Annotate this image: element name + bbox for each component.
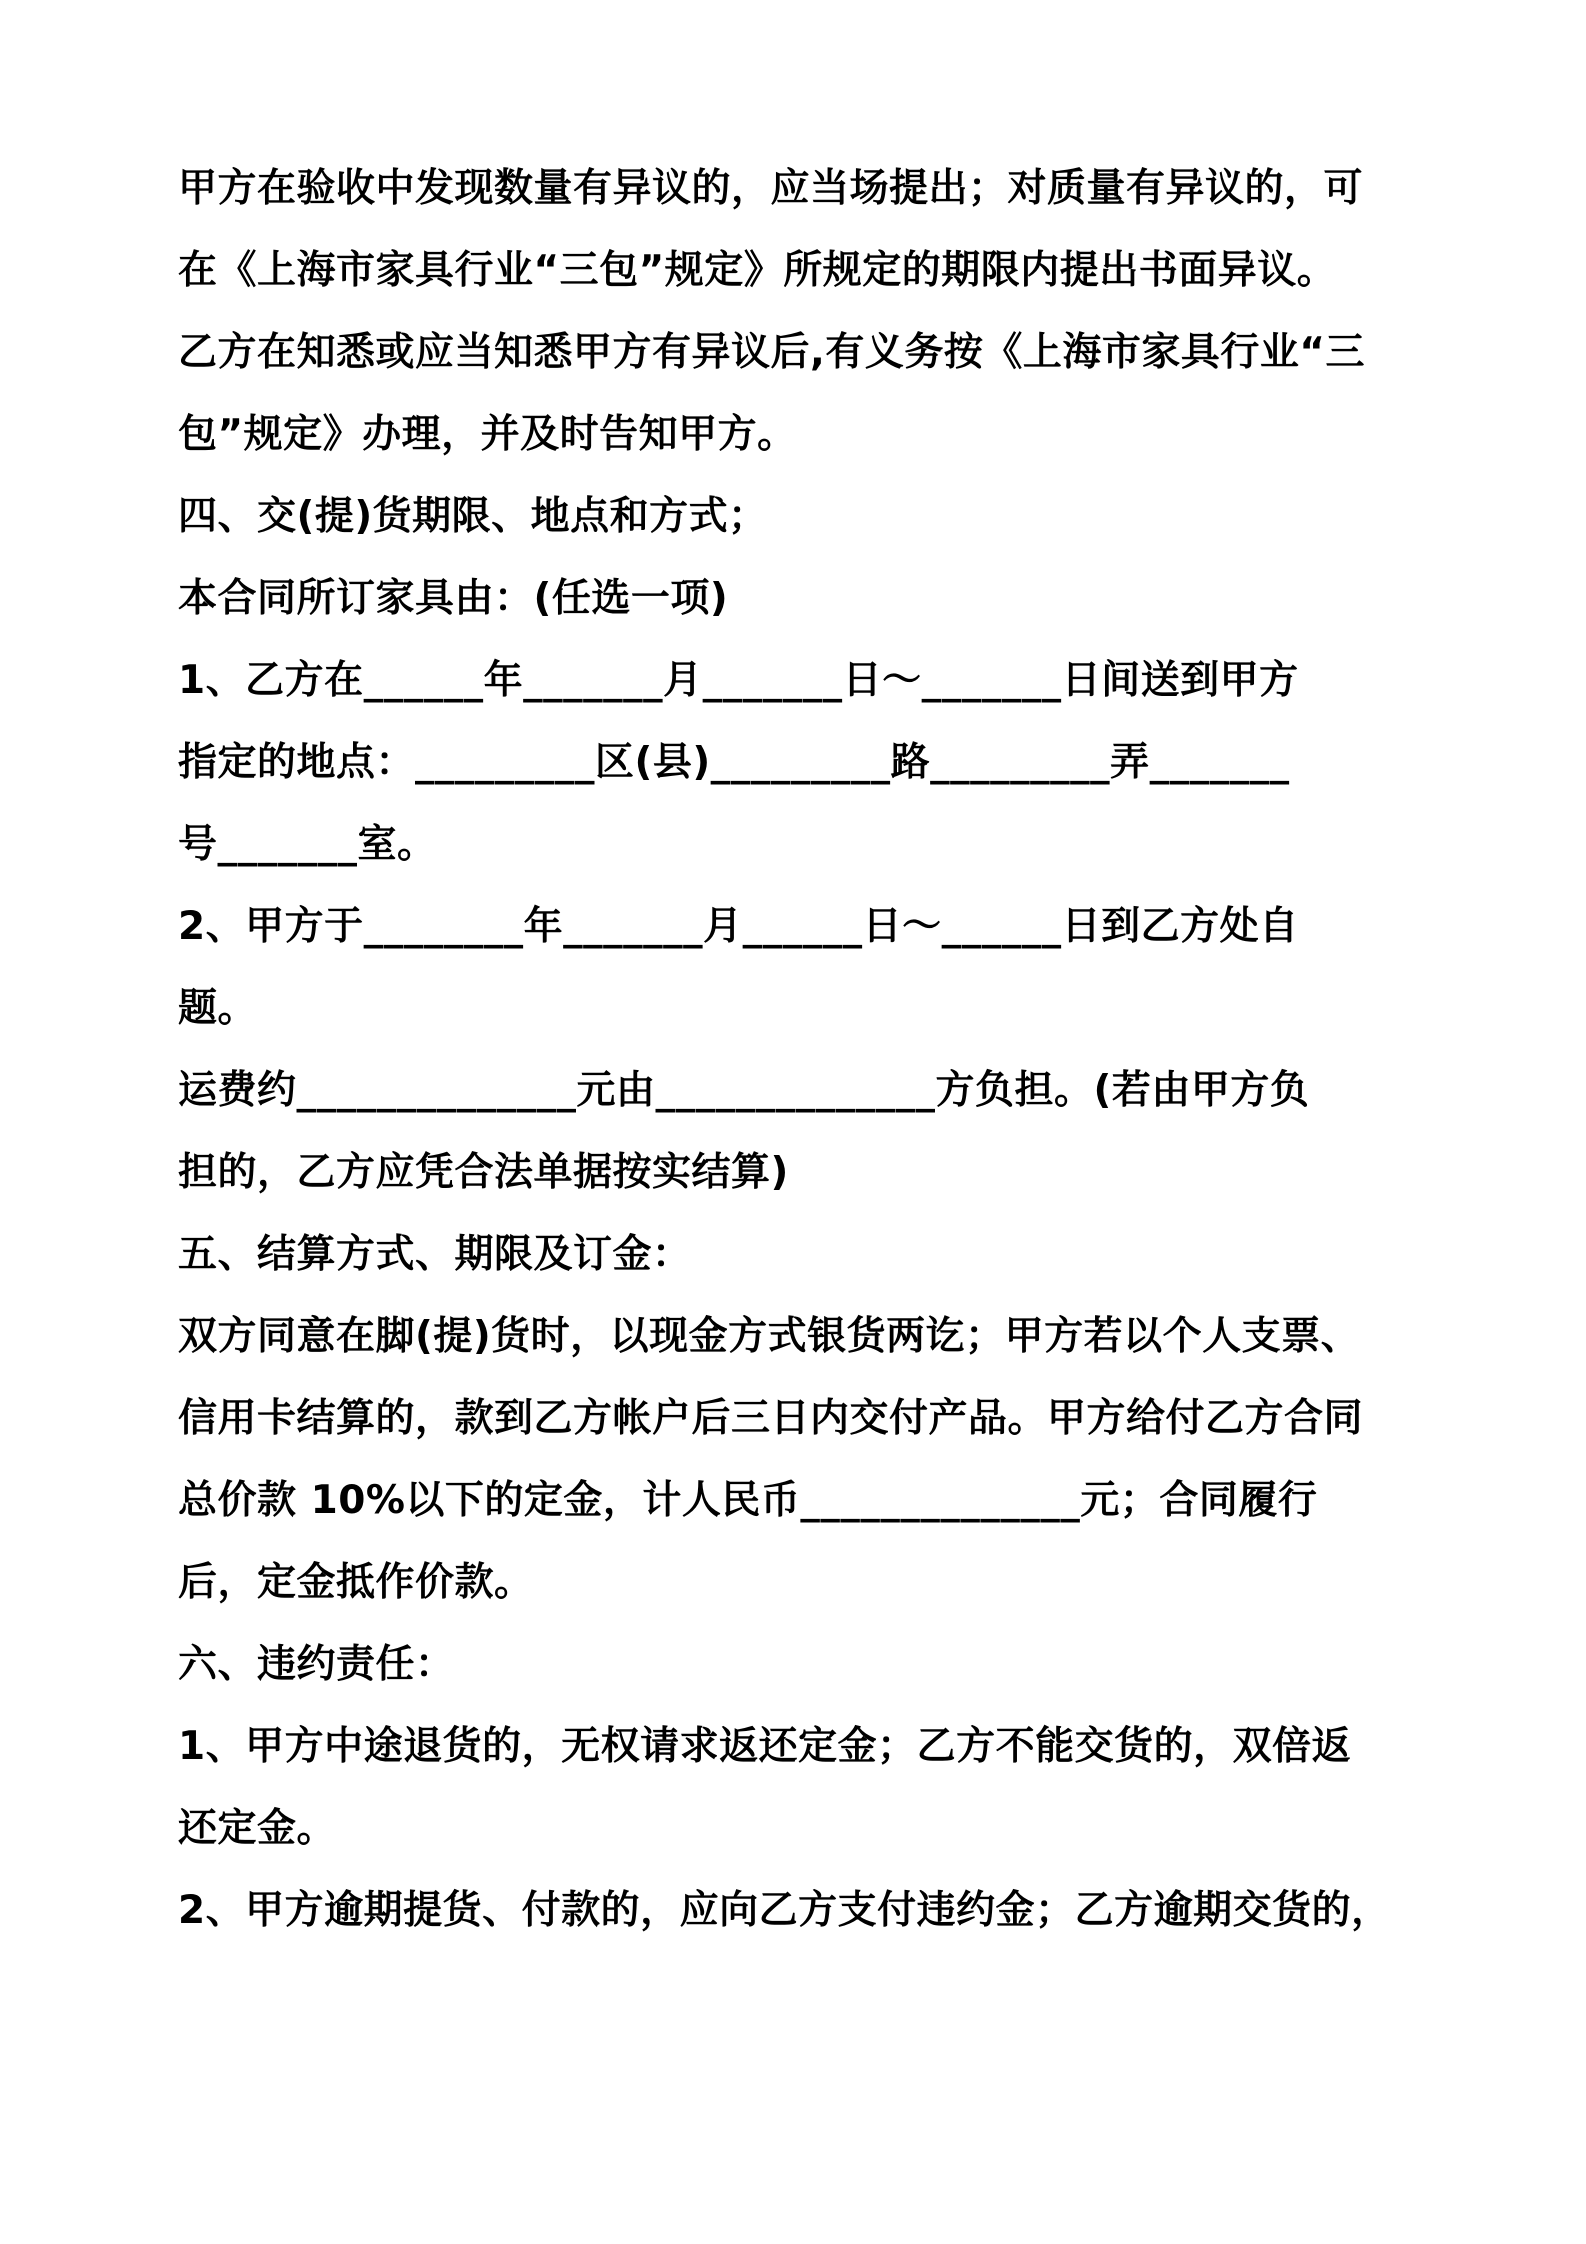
document-line: 甲方在验收中发现数量有异议的，应当场提出；对质量有异议的，可 <box>178 166 1364 211</box>
document-line: 还定金。 <box>178 1806 337 1851</box>
section-heading-delivery: 四、交(提)货期限、地点和方式； <box>178 494 768 539</box>
document-line: 包”规定》办理，并及时告知甲方。 <box>178 412 797 457</box>
fill-in-line-room: 号_______室。 <box>178 822 437 867</box>
document-line: 2、甲方逾期提货、付款的，应向乙方支付违约金；乙方逾期交货的， <box>178 1888 1391 1933</box>
document-body <box>178 148 1448 1952</box>
document-line: 题。 <box>178 986 258 1031</box>
document-line: 后，定金抵作价款。 <box>178 1560 534 1605</box>
fill-in-line-freight: 运费约______________元由______________方负担。(若由甲方负 <box>178 1068 1310 1113</box>
document-line: 乙方在知悉或应当知悉甲方有异议后,有义务按《上海市家具行业“三 <box>178 330 1365 375</box>
fill-in-line-delivery-by-seller: 1、乙方在______年_______月_______日～_______日间送到甲方 <box>178 658 1299 703</box>
document-line: 双方同意在脚(提)货时，以现金方式银货两讫；甲方若以个人支票、 <box>178 1314 1361 1359</box>
document-line: 本合同所订家具由：(任选一项) <box>178 576 729 621</box>
document-line: 信用卡结算的，款到乙方帐户后三日内交付产品。甲方给付乙方合同 <box>178 1396 1364 1441</box>
document-line: 担的，乙方应凭合法单据按实结算) <box>178 1150 789 1195</box>
fill-in-line-pickup-by-buyer: 2、甲方于________年_______月______日～______日到乙方处自 <box>178 904 1299 949</box>
document-line: 1、甲方中途退货的，无权请求返还定金；乙方不能交货的，双倍返 <box>178 1724 1352 1769</box>
fill-in-line-deposit: 总价款 10%以下的定金，计人民币______________元；合同履行 <box>178 1478 1318 1523</box>
fill-in-line-address: 指定的地点：_________区(县)_________路_________弄_______ <box>178 740 1290 785</box>
document-line: 在《上海市家具行业“三包”规定》所规定的期限内提出书面异议。 <box>178 248 1337 293</box>
section-heading-liability: 六、违约责任： <box>178 1642 455 1687</box>
section-heading-payment: 五、结算方式、期限及订金： <box>178 1232 692 1277</box>
